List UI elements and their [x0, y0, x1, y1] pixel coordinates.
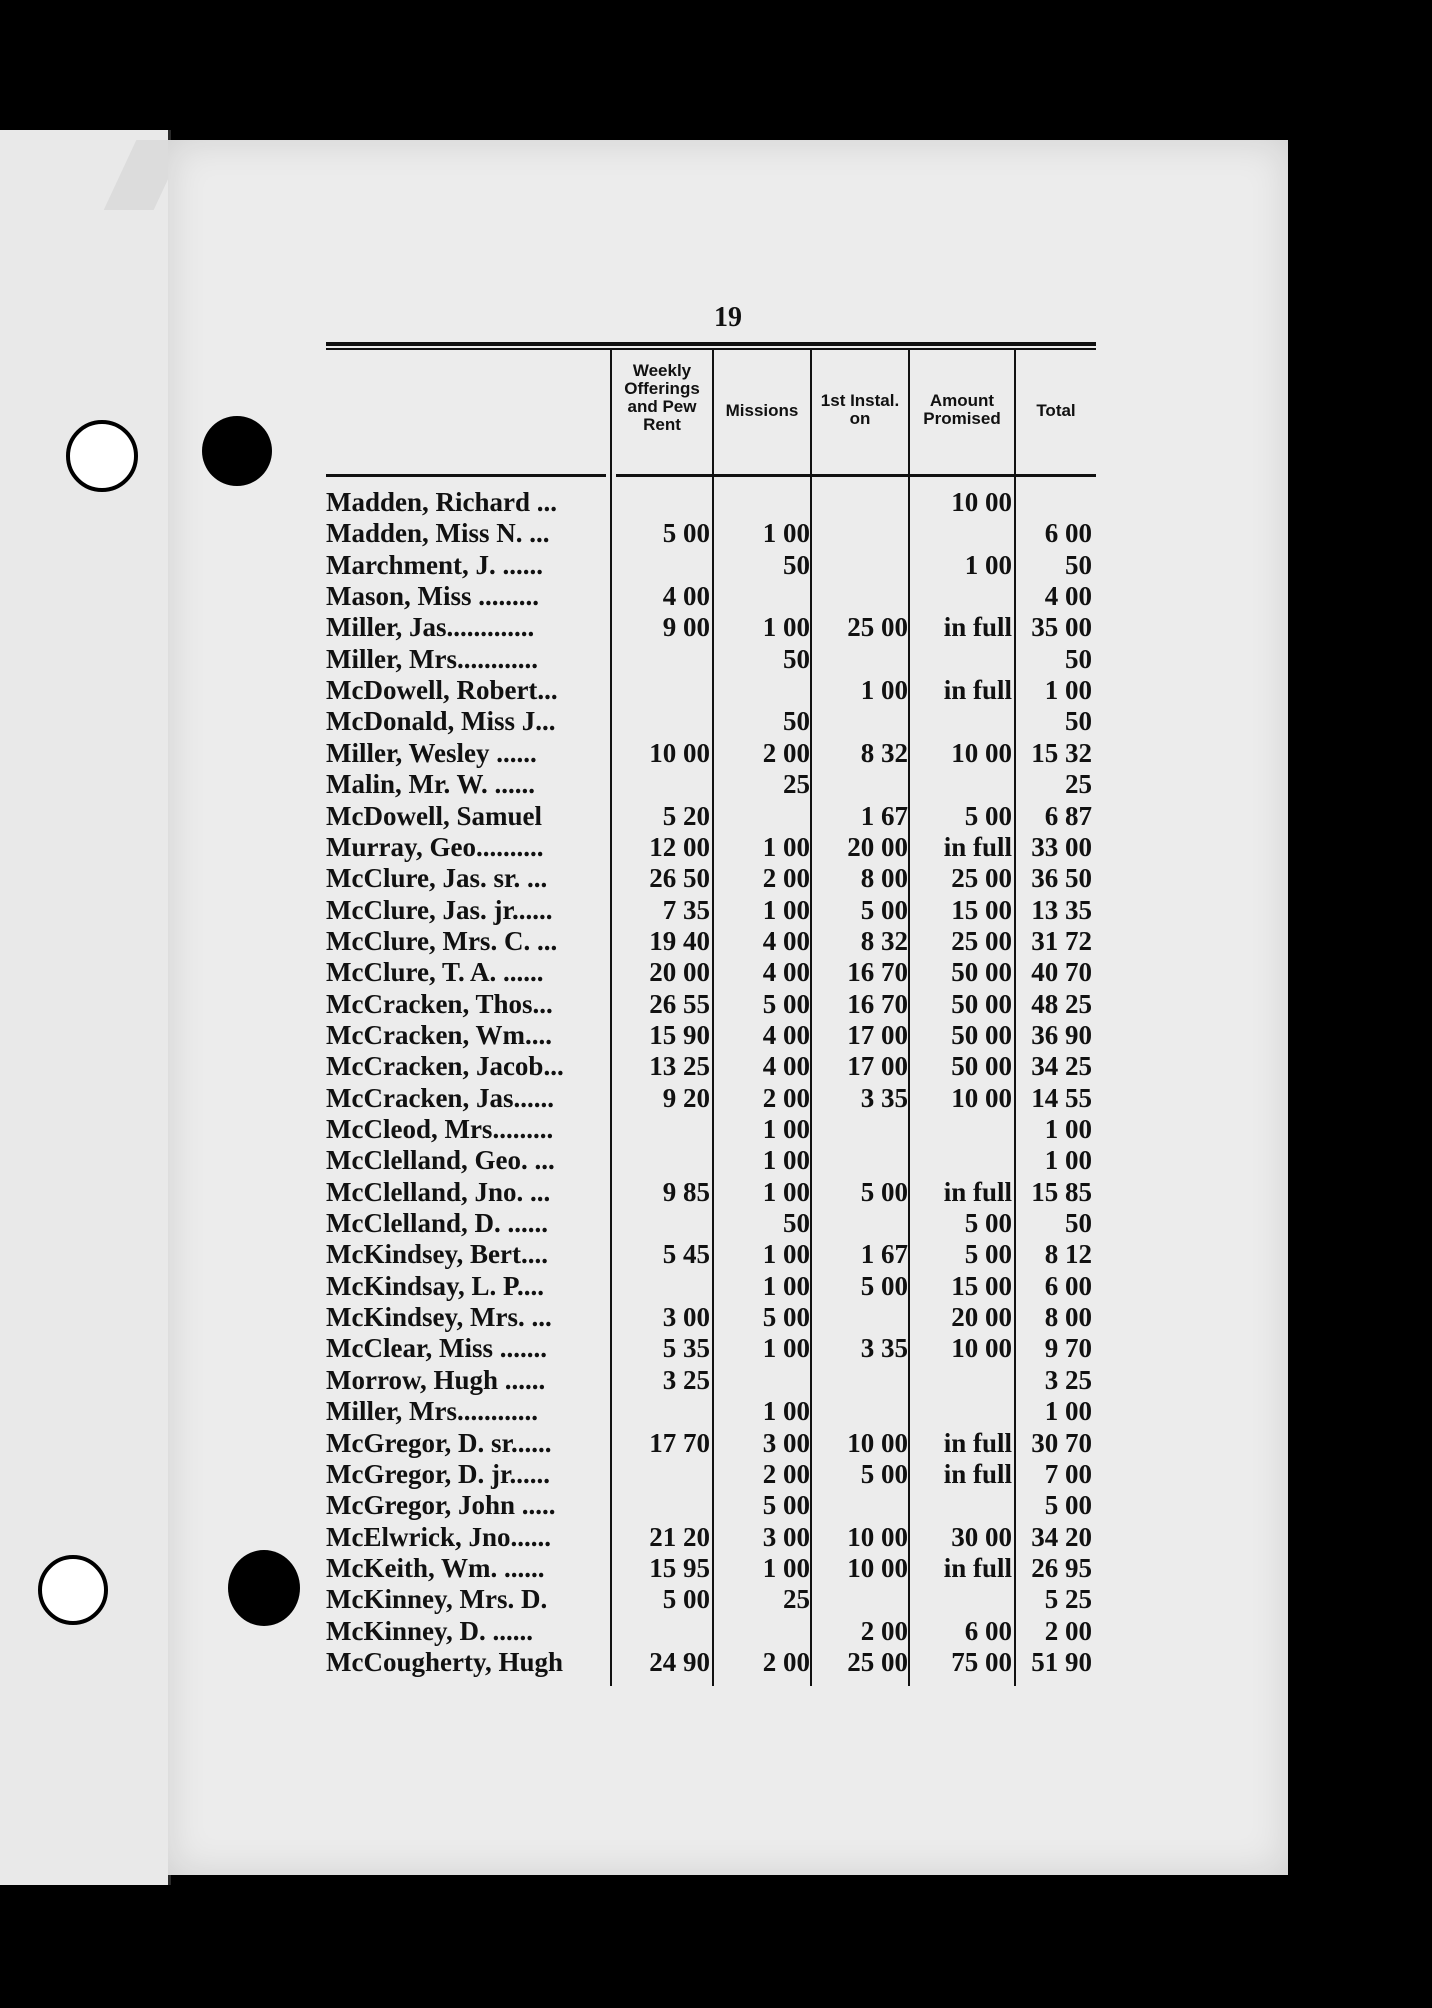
cell-total: 50 [1065, 706, 1092, 737]
header-weekly-offerings: Weekly Offerings and Pew Rent [624, 361, 700, 434]
cell-weekly: 9 85 [662, 1176, 710, 1207]
cell-missions: 1 00 [762, 1239, 810, 1270]
cell-weekly: 21 20 [649, 1521, 710, 1552]
subscriber-name: McCracken, Jas...... [326, 1082, 554, 1113]
cell-missions: 3 00 [762, 1427, 810, 1458]
cell-missions: 4 00 [762, 1019, 810, 1050]
cell-missions: 2 00 [762, 737, 810, 768]
subscriber-name: Miller, Mrs............ [326, 1396, 538, 1427]
cell-total: 6 00 [1044, 518, 1092, 549]
cell-total: 7 00 [1044, 1458, 1092, 1489]
cell-total: 3 25 [1044, 1364, 1092, 1395]
cell-weekly: 12 00 [649, 831, 710, 862]
table-row [326, 1083, 1096, 1114]
cell-missions: 2 00 [762, 863, 810, 894]
cell-total: 25 [1065, 769, 1092, 800]
subscriber-name: McElwrick, Jno...... [326, 1521, 551, 1552]
cell-promised: 75 00 [951, 1646, 1012, 1677]
header-amount-promised: Amount Promised [923, 391, 1001, 428]
cell-promised: in full [943, 1458, 1012, 1489]
table-row [326, 1302, 1096, 1333]
subscription-table [326, 350, 1096, 1686]
cell-total: 26 95 [1031, 1552, 1092, 1583]
cell-missions: 1 00 [762, 894, 810, 925]
cell-promised: 10 00 [951, 1333, 1012, 1364]
cell-weekly: 10 00 [649, 737, 710, 768]
cell-instal: 5 00 [860, 1458, 908, 1489]
subscriber-name: Madden, Richard ... [326, 487, 558, 517]
cell-instal: 3 35 [860, 1082, 908, 1113]
cell-missions: 25 [783, 1584, 810, 1615]
cell-total: 1 00 [1044, 1396, 1092, 1427]
cell-promised: in full [943, 675, 1012, 706]
cell-weekly: 9 20 [662, 1082, 710, 1113]
cell-instal: 5 00 [860, 1176, 908, 1207]
cell-total: 5 25 [1044, 1584, 1092, 1615]
table-row [326, 487, 1096, 518]
table-row [326, 895, 1096, 926]
cell-weekly: 20 00 [649, 957, 710, 988]
table-row [326, 738, 1096, 769]
subscriber-name: McClelland, Geo. ... [326, 1145, 555, 1176]
cell-missions: 1 00 [762, 1396, 810, 1427]
subscriber-name: Miller, Mrs............ [326, 643, 538, 674]
cell-missions: 1 00 [762, 1333, 810, 1364]
cell-promised: 15 00 [951, 1270, 1012, 1301]
subscriber-name: McKindsey, Mrs. ... [326, 1302, 552, 1333]
cell-missions: 50 [783, 643, 810, 674]
cell-instal: 2 00 [860, 1615, 908, 1646]
subscriber-name: McClure, Jas. jr...... [326, 894, 553, 925]
cell-instal: 10 00 [847, 1552, 908, 1583]
cell-weekly: 26 55 [649, 988, 710, 1019]
subscriber-name: McKinney, D. ...... [326, 1615, 533, 1646]
cell-promised: in full [943, 1427, 1012, 1458]
table-row [326, 1145, 1096, 1176]
cell-instal: 1 67 [860, 1239, 908, 1270]
cell-promised: 20 00 [951, 1302, 1012, 1333]
cell-promised: 5 00 [964, 1208, 1012, 1239]
cell-missions: 5 00 [762, 1302, 810, 1333]
cell-total: 5 00 [1044, 1490, 1092, 1521]
subscriber-name: McCleod, Mrs......... [326, 1114, 554, 1144]
table-row [326, 863, 1096, 894]
cell-promised: 30 00 [951, 1521, 1012, 1552]
subscriber-name: McKindsay, L. P.... [326, 1270, 545, 1301]
subscriber-name: McKeith, Wm. ...... [326, 1552, 545, 1583]
subscriber-name: Murray, Geo.......... [326, 831, 544, 862]
table-row [326, 832, 1096, 863]
cell-promised: in full [943, 831, 1012, 862]
header-rule [326, 474, 606, 477]
cell-missions: 1 00 [762, 612, 810, 643]
cell-total: 8 00 [1044, 1302, 1092, 1333]
cell-weekly: 5 00 [662, 1584, 710, 1615]
cell-weekly: 19 40 [649, 925, 710, 956]
table-row [326, 1647, 1096, 1678]
subscriber-name: McCracken, Wm.... [326, 1019, 552, 1050]
cell-total: 15 85 [1031, 1176, 1092, 1207]
table-row [326, 1271, 1096, 1302]
cell-total: 1 00 [1044, 675, 1092, 706]
cell-instal: 17 00 [847, 1019, 908, 1050]
header-rule [616, 474, 1096, 477]
cell-promised: 5 00 [964, 1239, 1012, 1270]
cell-weekly: 15 90 [649, 1019, 710, 1050]
subscriber-name: McCougherty, Hugh [326, 1646, 564, 1677]
table-row [326, 1616, 1096, 1647]
punch-hole [202, 416, 272, 486]
table-row [326, 612, 1096, 643]
subscriber-name: McGregor, D. sr...... [326, 1427, 552, 1458]
punch-hole [66, 420, 138, 492]
cell-total: 14 55 [1031, 1082, 1092, 1113]
cell-weekly: 5 45 [662, 1239, 710, 1270]
cell-total: 13 35 [1031, 894, 1092, 925]
cell-missions: 1 00 [762, 1145, 810, 1176]
cell-total: 50 [1065, 1208, 1092, 1239]
cell-total: 48 25 [1031, 988, 1092, 1019]
cell-total: 1 00 [1044, 1145, 1092, 1176]
table-row [326, 675, 1096, 706]
page-number: 19 [714, 302, 742, 333]
cell-missions: 4 00 [762, 1051, 810, 1082]
cell-total: 36 50 [1031, 863, 1092, 894]
table-row [326, 926, 1096, 957]
cell-promised: 15 00 [951, 894, 1012, 925]
table-row [326, 518, 1096, 549]
table-row [326, 1365, 1096, 1396]
table-row [326, 1459, 1096, 1490]
cell-instal: 25 00 [847, 612, 908, 643]
cell-promised: 50 00 [951, 988, 1012, 1019]
cell-promised: in full [943, 1176, 1012, 1207]
cell-promised: in full [943, 612, 1012, 643]
table-row [326, 957, 1096, 988]
cell-missions: 5 00 [762, 988, 810, 1019]
subscriber-name: Madden, Miss N. ... [326, 518, 550, 549]
cell-total: 15 32 [1031, 737, 1092, 768]
cell-instal: 5 00 [860, 894, 908, 925]
table-row [326, 1239, 1096, 1270]
cell-instal: 8 32 [860, 737, 908, 768]
cell-missions: 50 [783, 706, 810, 737]
table-row [326, 1333, 1096, 1364]
subscriber-name: McCracken, Jacob... [326, 1051, 564, 1082]
subscriber-name: Miller, Jas............. [326, 612, 535, 643]
cell-instal: 1 00 [860, 675, 908, 706]
cell-weekly: 3 00 [662, 1302, 710, 1333]
cell-total: 2 00 [1044, 1615, 1092, 1646]
cell-instal: 17 00 [847, 1051, 908, 1082]
cell-weekly: 24 90 [649, 1646, 710, 1677]
cell-instal: 10 00 [847, 1427, 908, 1458]
header-total: Total [1036, 401, 1076, 420]
cell-promised: 1 00 [964, 549, 1012, 580]
cell-weekly: 15 95 [649, 1552, 710, 1583]
table-row [326, 1396, 1096, 1427]
table-row [326, 1584, 1096, 1615]
cell-promised: 10 00 [951, 1082, 1012, 1113]
table-row [326, 1490, 1096, 1521]
table-row [326, 801, 1096, 832]
cell-total: 1 00 [1044, 1114, 1092, 1144]
cell-instal: 3 35 [860, 1333, 908, 1364]
cell-instal: 8 00 [860, 863, 908, 894]
table-row [326, 1177, 1096, 1208]
subscriber-name: Morrow, Hugh ...... [326, 1364, 546, 1395]
table-row [326, 550, 1096, 581]
cell-missions: 2 00 [762, 1646, 810, 1677]
table-row [326, 1522, 1096, 1553]
subscriber-name: McClear, Miss ....... [326, 1333, 547, 1364]
cell-total: 51 90 [1031, 1646, 1092, 1677]
cell-instal: 8 32 [860, 925, 908, 956]
subscriber-name: McGregor, D. jr...... [326, 1458, 550, 1489]
subscriber-name: McDonald, Miss J... [326, 706, 556, 737]
cell-weekly: 9 00 [662, 612, 710, 643]
cell-missions: 2 00 [762, 1082, 810, 1113]
subscriber-name: Marchment, J. ...... [326, 549, 543, 580]
cell-missions: 4 00 [762, 957, 810, 988]
cell-missions: 1 00 [762, 1176, 810, 1207]
cell-weekly: 5 35 [662, 1333, 710, 1364]
cell-weekly: 5 00 [662, 518, 710, 549]
cell-missions: 1 00 [762, 831, 810, 862]
subscriber-name: McClure, T. A. ...... [326, 957, 544, 988]
cell-promised: 25 00 [951, 863, 1012, 894]
subscriber-name: McClelland, D. ...... [326, 1208, 548, 1239]
cell-promised: in full [943, 1552, 1012, 1583]
cell-weekly: 4 00 [662, 581, 710, 612]
cell-promised: 25 00 [951, 925, 1012, 956]
subscriber-name: McClelland, Jno. ... [326, 1176, 551, 1207]
cell-total: 31 72 [1031, 925, 1092, 956]
table-row [326, 769, 1096, 800]
table-row [326, 706, 1096, 737]
top-rule [326, 342, 1096, 350]
table-row [326, 1051, 1096, 1082]
cell-total: 40 70 [1031, 957, 1092, 988]
cell-missions: 3 00 [762, 1521, 810, 1552]
subscriber-name: McCracken, Thos... [326, 988, 553, 1019]
cell-promised: 50 00 [951, 957, 1012, 988]
cell-missions: 2 00 [762, 1458, 810, 1489]
document-page [168, 140, 1288, 1875]
cell-missions: 50 [783, 1208, 810, 1239]
cell-promised: 10 00 [951, 487, 1012, 517]
cell-promised: 6 00 [964, 1615, 1012, 1646]
cell-total: 9 70 [1044, 1333, 1092, 1364]
cell-instal: 5 00 [860, 1270, 908, 1301]
cell-total: 34 20 [1031, 1521, 1092, 1552]
cell-missions: 1 00 [762, 1114, 810, 1144]
subscriber-name: McKindsey, Bert.... [326, 1239, 548, 1270]
cell-missions: 4 00 [762, 925, 810, 956]
table-row [326, 989, 1096, 1020]
punch-hole [38, 1555, 108, 1625]
cell-missions: 1 00 [762, 518, 810, 549]
table-row [326, 1020, 1096, 1051]
subscriber-name: McGregor, John ..... [326, 1490, 556, 1521]
cell-promised: 10 00 [951, 737, 1012, 768]
cell-instal: 20 00 [847, 831, 908, 862]
subscriber-name: Miller, Wesley ...... [326, 737, 537, 768]
cell-total: 6 87 [1044, 800, 1092, 831]
punch-hole [228, 1550, 300, 1626]
cell-total: 33 00 [1031, 831, 1092, 862]
table-row [326, 1208, 1096, 1239]
table-row [326, 1428, 1096, 1459]
cell-missions: 25 [783, 769, 810, 800]
cell-weekly: 5 20 [662, 800, 710, 831]
subscriber-name: Mason, Miss ......... [326, 581, 540, 612]
subscriber-name: McKinney, Mrs. D. [326, 1584, 548, 1615]
cell-weekly: 26 50 [649, 863, 710, 894]
cell-total: 36 90 [1031, 1019, 1092, 1050]
cell-total: 34 25 [1031, 1051, 1092, 1082]
cell-total: 35 00 [1031, 612, 1092, 643]
subscriber-name: McDowell, Robert... [326, 675, 558, 706]
table-row [326, 1114, 1096, 1145]
cell-instal: 10 00 [847, 1521, 908, 1552]
cell-weekly: 17 70 [649, 1427, 710, 1458]
subscriber-name: McClure, Mrs. C. ... [326, 925, 558, 956]
cell-missions: 5 00 [762, 1490, 810, 1521]
cell-total: 6 00 [1044, 1270, 1092, 1301]
cell-instal: 16 70 [847, 957, 908, 988]
cell-weekly: 13 25 [649, 1051, 710, 1082]
cell-total: 50 [1065, 549, 1092, 580]
cell-total: 30 70 [1031, 1427, 1092, 1458]
cell-promised: 50 00 [951, 1019, 1012, 1050]
table-row [326, 644, 1096, 675]
subscriber-name: Malin, Mr. W. ...... [326, 769, 536, 800]
cell-total: 50 [1065, 643, 1092, 674]
cell-weekly: 3 25 [662, 1364, 710, 1395]
cell-missions: 1 00 [762, 1552, 810, 1583]
cell-instal: 16 70 [847, 988, 908, 1019]
cell-total: 4 00 [1044, 581, 1092, 612]
table-row [326, 1553, 1096, 1584]
cell-instal: 1 67 [860, 800, 908, 831]
header-first-instalment: 1st Instal. on [820, 391, 900, 428]
table-row [326, 581, 1096, 612]
subscriber-name: McDowell, Samuel [326, 800, 542, 831]
cell-promised: 5 00 [964, 800, 1012, 831]
cell-missions: 50 [783, 549, 810, 580]
header-missions: Missions [725, 401, 799, 420]
cell-missions: 1 00 [762, 1270, 810, 1301]
cell-promised: 50 00 [951, 1051, 1012, 1082]
cell-weekly: 7 35 [662, 894, 710, 925]
cell-instal: 25 00 [847, 1646, 908, 1677]
subscriber-name: McClure, Jas. sr. ... [326, 863, 548, 894]
cell-total: 8 12 [1044, 1239, 1092, 1270]
